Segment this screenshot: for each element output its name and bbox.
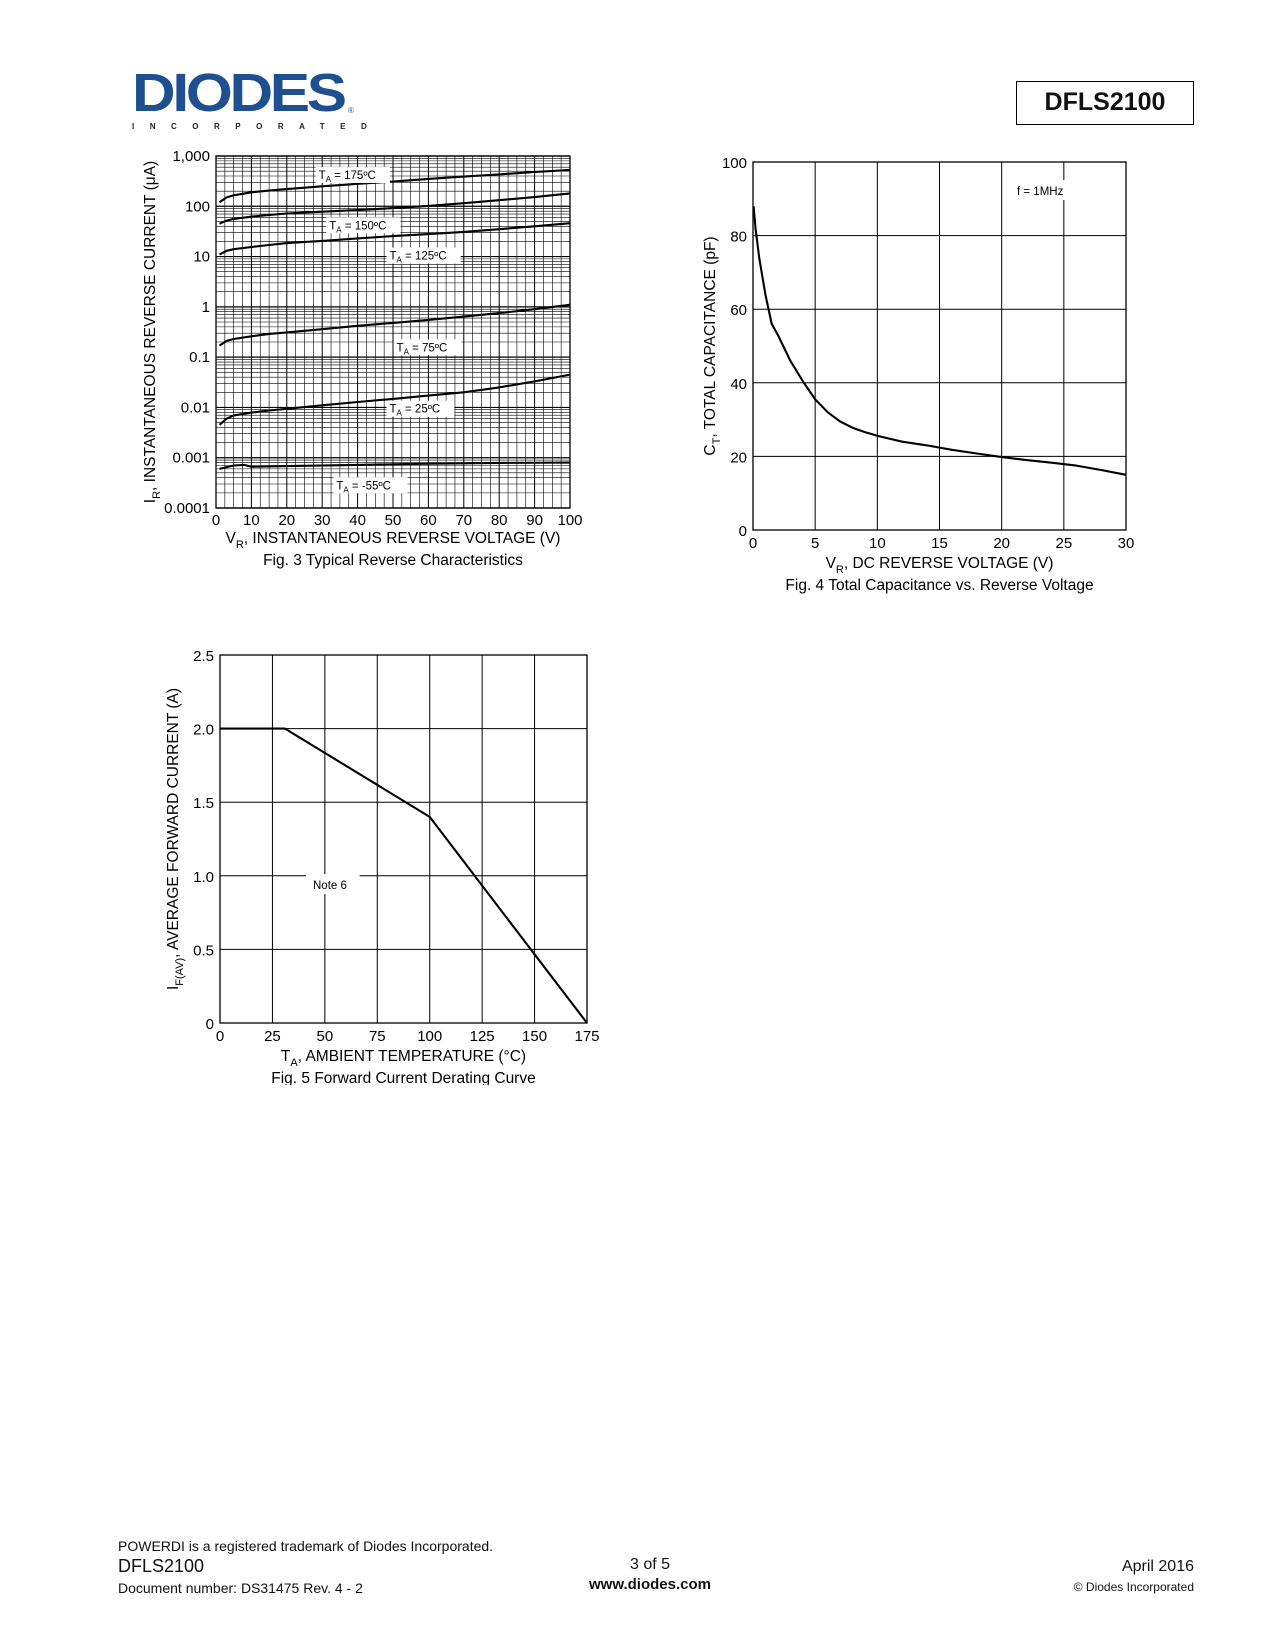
fig5-x-axis-label: $T_A$, AMBIENT TEMPERATURE (°C) [280, 1048, 527, 1069]
fig4-xtick-label: 0 [748, 535, 758, 552]
fig3-ytick-label: 0.1 [189, 349, 210, 367]
fig3-xtick-label: 30 [313, 512, 331, 529]
fig3-series-line-0 [220, 170, 571, 202]
fig3-label-text: $T_A$ = 150ºC [329, 220, 387, 235]
fig4-ytick-label: 100 [721, 155, 747, 172]
fig4-annotation: f = 1MHz [1017, 186, 1064, 198]
fig5-ytick-label: 1.0 [193, 868, 214, 886]
diodes-logo [132, 63, 383, 131]
fig3-xtick-label: 10 [243, 512, 260, 529]
footer-trademark: POWERDI is a registered trademark of Diodes Incorporated. [118, 1538, 494, 1554]
fig5-grid [220, 655, 587, 1023]
fig4-ytick-label: 60 [730, 302, 747, 320]
fig3-ytick-label: 1,000 [172, 150, 210, 165]
fig4-xtick-label: 20 [993, 535, 1011, 552]
fig5-ytick-label: 1.5 [193, 795, 214, 813]
fig3-series-group [220, 170, 571, 469]
fig3-series-label-4 [386, 401, 454, 418]
fig5-tick-labels [193, 648, 599, 1045]
fig3-y-axis-label: $I_R$, INSTANTANEOUS REVERSE CURRENT (μA) [142, 160, 163, 504]
fig5-plot-frame [220, 655, 587, 1023]
fig4-chart [690, 150, 1150, 600]
fig4-grid [753, 162, 1126, 530]
logo-registered-mark: ® [348, 106, 354, 115]
fig3-ytick-label: 0.01 [180, 399, 210, 417]
fig4-xtick-label: 5 [810, 535, 820, 552]
fig4-ytick-label: 80 [730, 228, 747, 246]
fig5-annotation-group [306, 874, 360, 894]
fig3-label-text: $T_A$ = 125ºC [389, 250, 447, 265]
fig3-series-labels [316, 167, 462, 494]
fig4-ytick-label: 0 [738, 523, 747, 540]
fig4-xtick-label: 30 [1117, 535, 1135, 552]
fig3-label-text: $T_A$ = 175ºC [318, 170, 376, 185]
fig4-x-axis-label: $V_R$, DC REVERSE VOLTAGE (V) [825, 555, 1054, 576]
footer-date: April 2016 [1121, 1558, 1194, 1575]
fig5-xtick-label: 25 [264, 1028, 281, 1045]
fig5-caption: Fig. 5 Forward Current Derating Curve [271, 1070, 536, 1085]
fig3-xtick-label: 90 [526, 512, 543, 529]
fig3-series-label-3 [394, 339, 462, 356]
logo-wordmark: DIODES [132, 63, 344, 123]
fig3-xtick-label: 20 [278, 512, 296, 529]
fig3-xtick-label: 40 [349, 512, 366, 529]
fig3-label-text: $T_A$ = 75ºC [396, 342, 448, 357]
fig5-chart [150, 625, 610, 1085]
fig3-chart [130, 150, 630, 600]
fig3-xtick-label: 60 [420, 512, 437, 529]
fig4-xtick-label: 15 [931, 535, 948, 552]
fig5-annotation: Note 6 [313, 880, 347, 892]
footer-part: DFLS2100 [118, 1556, 205, 1576]
fig3-ytick-label: 10 [193, 248, 210, 266]
fig5-xtick-label: 50 [316, 1028, 334, 1045]
fig3-series-label-1 [326, 217, 400, 234]
footer-docnum: Document number: DS31475 Rev. 4 - 2 [118, 1580, 363, 1596]
fig4-xtick-label: 25 [1055, 535, 1073, 552]
fig5-ytick-label: 0 [205, 1016, 214, 1033]
fig5-xtick-label: 125 [469, 1028, 495, 1045]
fig5-y-axis-label: $I_{F(AV)}$, AVERAGE FORWARD CURRENT (A) [165, 687, 186, 991]
fig5-xtick-label: 100 [417, 1028, 443, 1045]
fig4-ytick-label: 40 [730, 375, 747, 393]
fig3-xtick-label: 70 [455, 512, 473, 529]
fig4-annotation-group [1010, 180, 1077, 200]
fig3-label-text: $T_A$ = 25ºC [389, 403, 441, 418]
fig3-ytick-label: 100 [184, 198, 210, 216]
fig3-ytick-label: 1 [201, 298, 210, 316]
fig3-label-text: $T_A$ = -55ºC [336, 480, 391, 495]
fig4-ytick-label: 20 [730, 449, 747, 467]
fig3-x-axis-label: $V_R$, INSTANTANEOUS REVERSE VOLTAGE (V) [225, 530, 561, 551]
logo-subtitle: INCORPORATED [132, 122, 383, 131]
fig3-series-line-4 [220, 375, 571, 425]
fig5-xtick-label: 175 [574, 1028, 600, 1045]
fig3-ytick-label: 0.0001 [164, 500, 210, 517]
fig3-series-label-2 [386, 248, 460, 265]
footer-website[interactable]: www.diodes.com [589, 1576, 711, 1593]
fig4-xtick-label: 10 [868, 535, 886, 552]
fig3-series-label-5 [333, 477, 407, 494]
fig5-ytick-label: 2.0 [193, 721, 214, 739]
fig3-xtick-label: 80 [490, 512, 508, 529]
fig4-y-axis-label: $C_T$, TOTAL CAPACITANCE (pF) [702, 236, 723, 456]
fig5-ytick-label: 2.5 [193, 648, 214, 665]
fig4-tick-labels [722, 155, 1134, 552]
fig5-xtick-label: 0 [215, 1028, 225, 1045]
fig3-xtick-label: 50 [384, 512, 402, 529]
fig5-ytick-label: 0.5 [193, 942, 214, 960]
part-number-box: DFLS2100 [1016, 81, 1194, 125]
fig3-series-label-0 [316, 167, 390, 184]
fig3-ytick-label: 0.001 [172, 449, 210, 467]
fig3-caption: Fig. 3 Typical Reverse Characteristics [263, 552, 523, 569]
fig4-caption: Fig. 4 Total Capacitance vs. Reverse Voltage [785, 577, 1094, 594]
fig5-xtick-label: 150 [522, 1028, 548, 1045]
fig5-xtick-label: 75 [368, 1028, 386, 1045]
footer-copyright: © Diodes Incorporated [1073, 1580, 1194, 1594]
footer-page: 3 of 5 [629, 1556, 671, 1573]
fig3-xtick-label: 0 [211, 512, 221, 529]
fig3-xtick-label: 100 [557, 512, 583, 529]
